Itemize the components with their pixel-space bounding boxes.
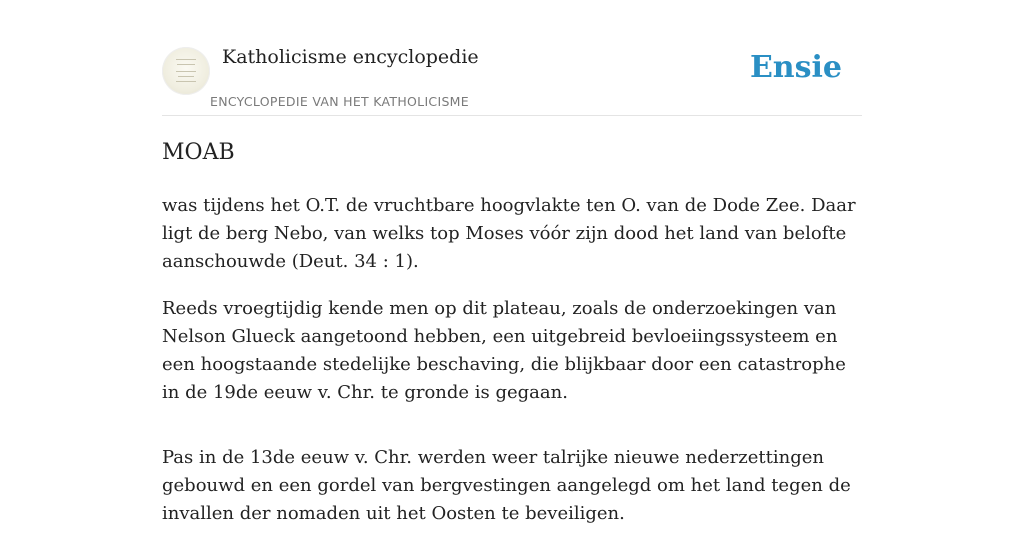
brand-logo-link[interactable]: Ensie [749, 50, 842, 85]
site-title[interactable]: Katholicisme encyclopedie [222, 46, 479, 68]
book-cover-icon[interactable] [162, 47, 210, 95]
article-paragraph: was tijdens het O.T. de vruchtbare hoogvlakte ten O. van de Dode Zee. Daar ligt de berg Nebo, van welks top Moses vóór zijn dood het land van belofte aanschouwde (Deut. 34 : 1). [162, 195, 856, 272]
article-body [162, 192, 862, 547]
article-paragraph: Reeds vroegtijdig kende men op dit plateau, zoals de onderzoekingen van Nelson Glueck aangetoond hebben, een uitgebreid bevloeiingssysteem en een hoogstaande stedelijke beschaving, die blijkbaar door een catastrophe in de 19de eeuw v. Chr. te gronde is gegaan. [162, 298, 846, 403]
article-paragraph: Pas in de 13de eeuw v. Chr. werden weer talrijke nieuwe nederzettingen gebouwd en een gordel van bergvestingen aangelegd om het land tegen de invallen der nomaden uit het Oosten te beveiligen. [162, 447, 851, 524]
article-title: MOAB [162, 140, 235, 165]
site-subtitle: ENCYCLOPEDIE VAN HET KATHOLICISME [210, 94, 469, 109]
site-header [162, 40, 862, 116]
